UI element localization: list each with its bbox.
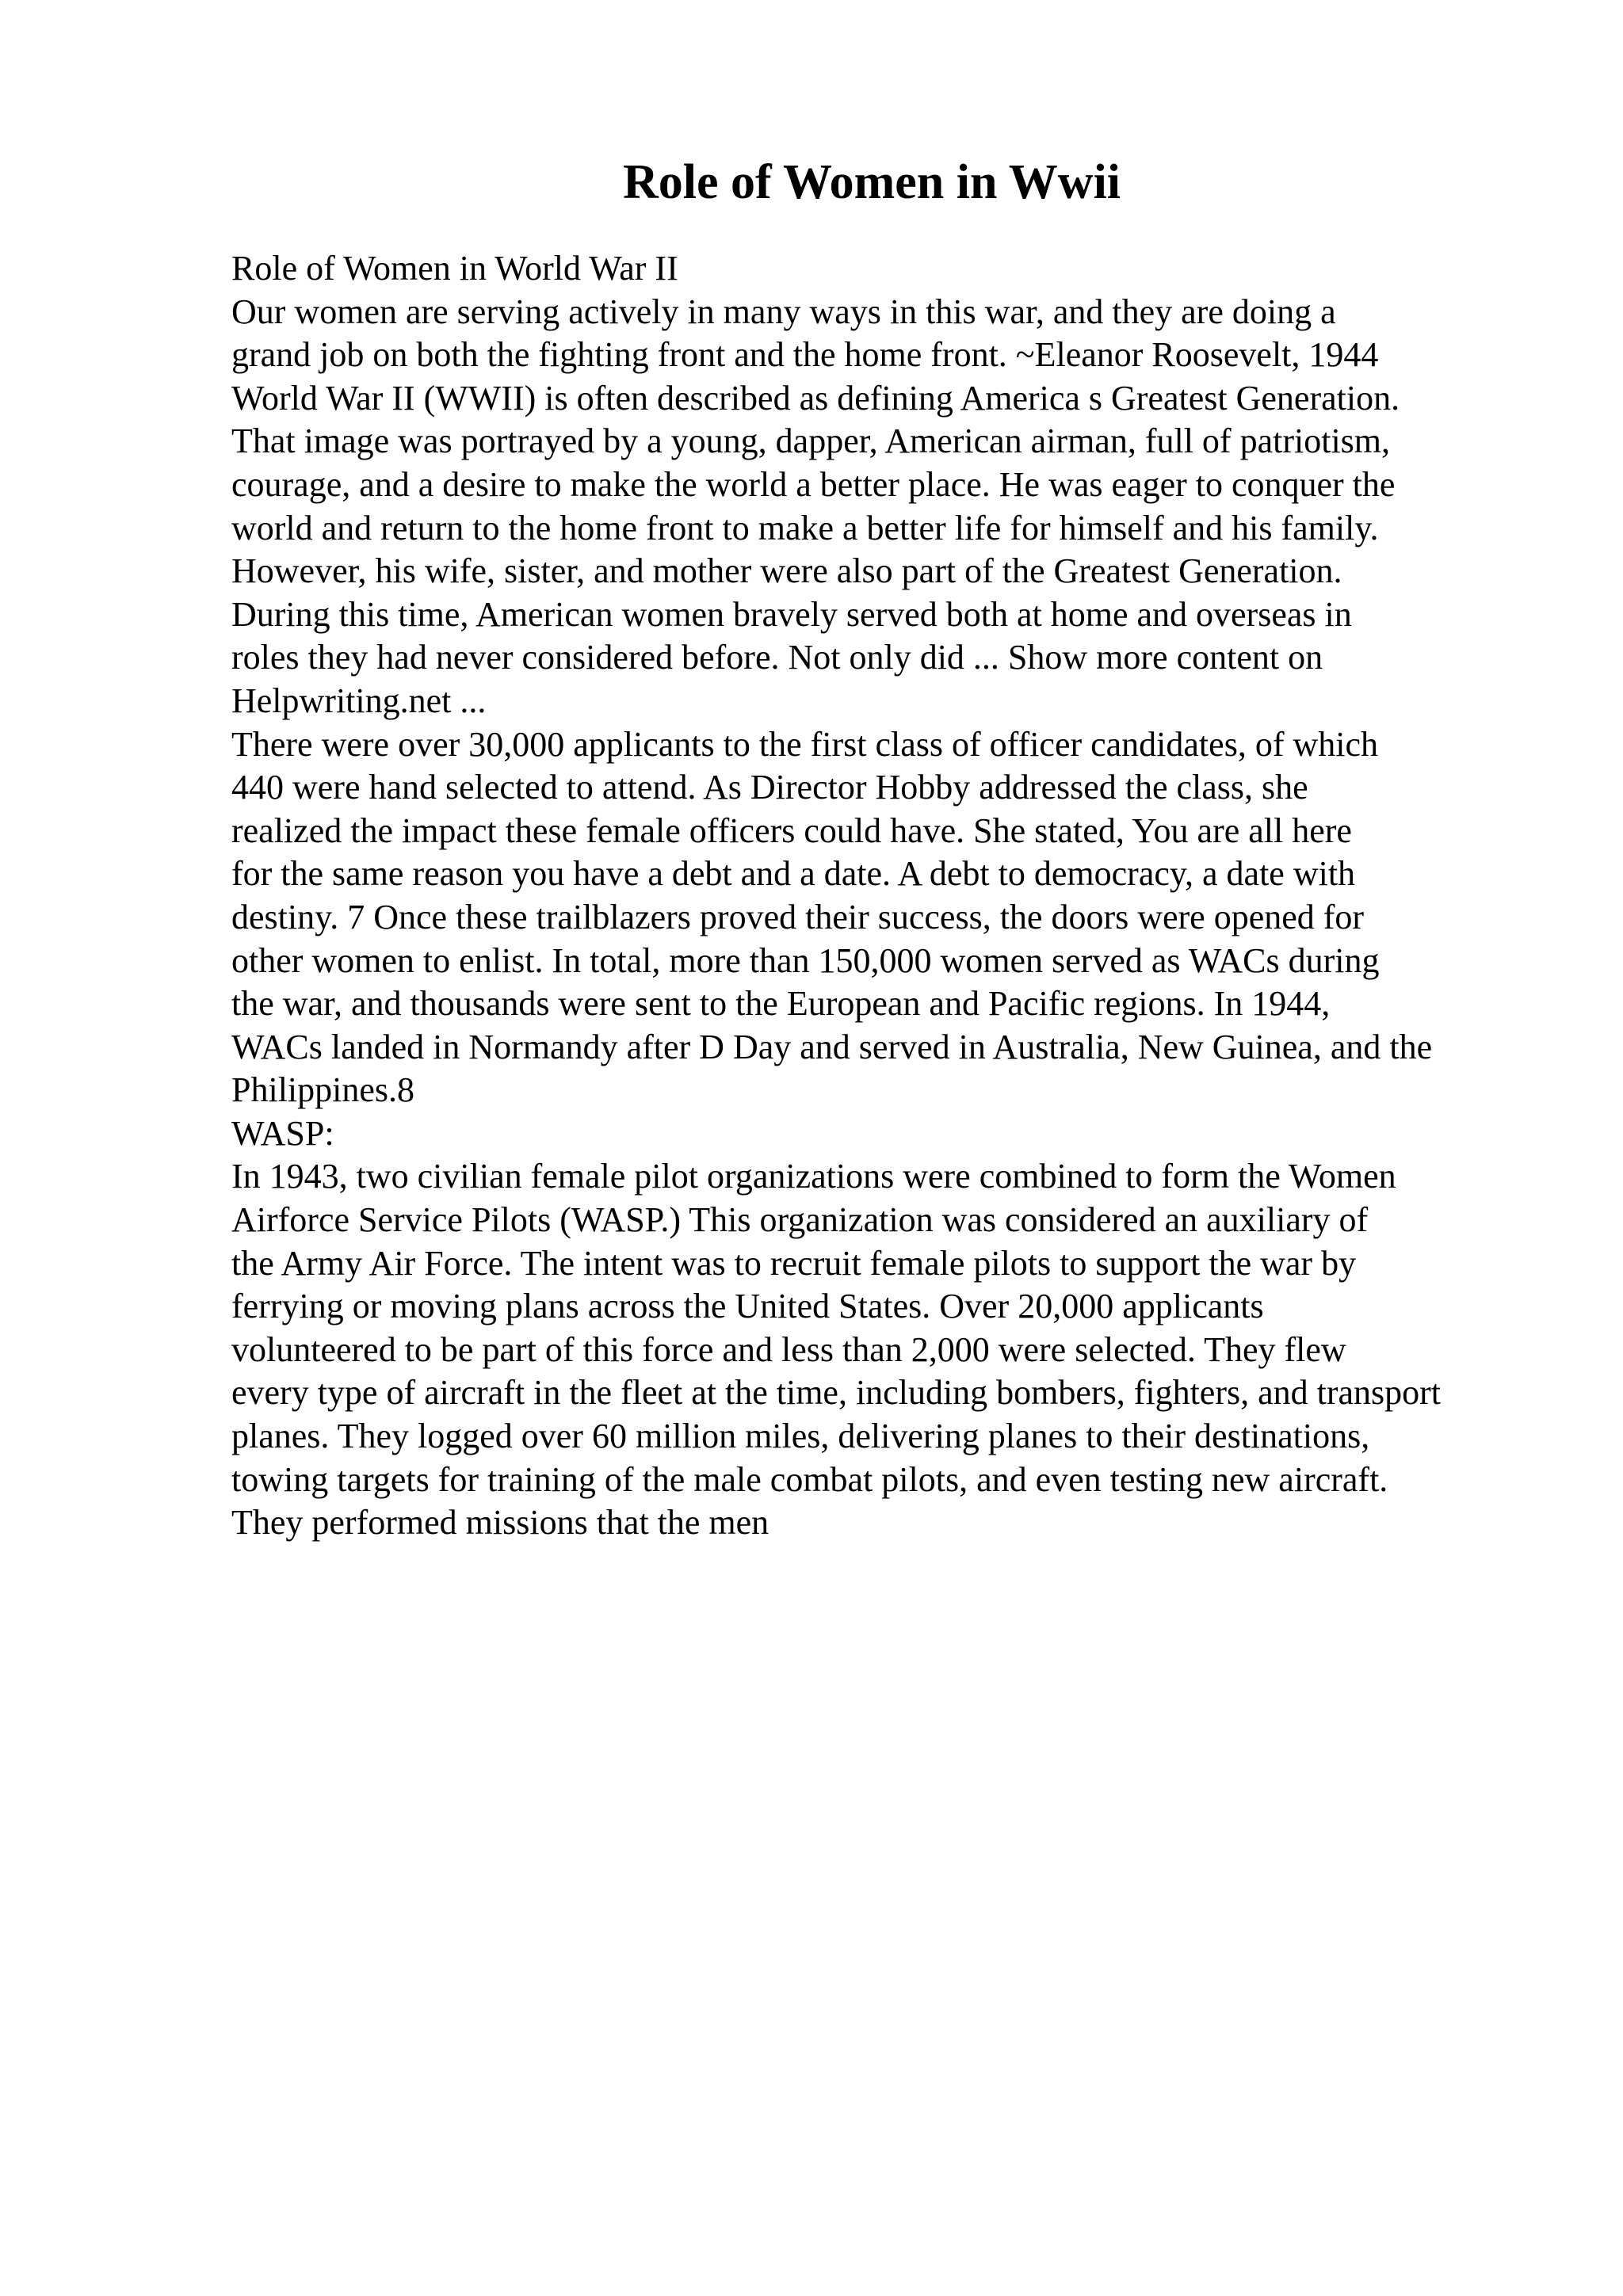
body-line-24: the Army Air Force. The intent was to recruit female pilots to support the war by [231, 1243, 1357, 1283]
body-line-16: destiny. 7 Once these trailblazers proved their success, the doors were opened for [231, 897, 1365, 936]
body-line-4: World War II (WWII) is often described as defining America s Greatest Generation. [231, 378, 1400, 418]
body-line-18: the war, and thousands were sent to the European and Pacific regions. In 1944, [231, 984, 1331, 1024]
body-line-10: roles they had never considered before. Not only did ... Show more content on [231, 638, 1323, 677]
body-line-23: Airforce Service Pilots (WASP.) This organization was considered an auxiliary of [231, 1200, 1369, 1240]
body-line-2: Our women are serving actively in many ways in this war, and they are doing a [231, 292, 1336, 331]
body-line-25: ferrying or moving plans across the United States. Over 20,000 applicants [231, 1287, 1264, 1326]
body-line-6: courage, and a desire to make the world a better place. He was eager to conquer the [231, 464, 1396, 504]
body-line-1: Role of Women in World War II [231, 249, 678, 288]
body-line-15: for the same reason you have a debt and a date. A debt to democracy, a date with [231, 854, 1356, 894]
body-line-9: During this time, American women bravely served both at home and overseas in [231, 594, 1352, 634]
body-line-3: grand job on both the fighting front and the home front. ~Eleanor Roosevelt, 1944 [231, 335, 1379, 375]
body-line-28: planes. They logged over 60 million miles, delivering planes to their destinations, [231, 1417, 1370, 1456]
body-line-11: Helpwriting.net ... [231, 681, 487, 720]
body-line-29: towing targets for training of the male combat pilots, and even testing new aircraft. [231, 1459, 1388, 1499]
body-line-13: 440 were hand selected to attend. As Director Hobby addressed the class, she [231, 768, 1308, 807]
body-line-27: every type of aircraft in the fleet at the time, including bombers, fighters, and transport [231, 1373, 1442, 1413]
body-line-20: Philippines.8 [231, 1070, 415, 1110]
body-line-12: There were over 30,000 applicants to the first class of officer candidates, of which [231, 724, 1378, 764]
document-body [231, 247, 1610, 1545]
body-line-26: volunteered to be part of this force and less than 2,000 were selected. They flew [231, 1329, 1346, 1369]
body-line-21: WASP: [231, 1113, 334, 1153]
body-line-14: realized the impact these female officers could have. She stated, You are all here [231, 810, 1352, 850]
document-title: Role of Women in Wwii [622, 155, 1121, 209]
body-line-22: In 1943, two civilian female pilot organizations were combined to form the Women [231, 1157, 1396, 1196]
body-line-30: They performed missions that the men [231, 1503, 769, 1543]
body-line-19: WACs landed in Normandy after D Day and served in Australia, New Guinea, and the [231, 1027, 1433, 1066]
body-line-7: world and return to the home front to make a better life for himself and his family. [231, 508, 1379, 547]
body-line-5: That image was portrayed by a young, dapper, American airman, full of patriotism, [231, 421, 1391, 461]
body-line-8: However, his wife, sister, and mother were also part of the Greatest Generation. [231, 551, 1342, 591]
body-line-17: other women to enlist. In total, more than 150,000 women served as WACs during [231, 940, 1380, 980]
